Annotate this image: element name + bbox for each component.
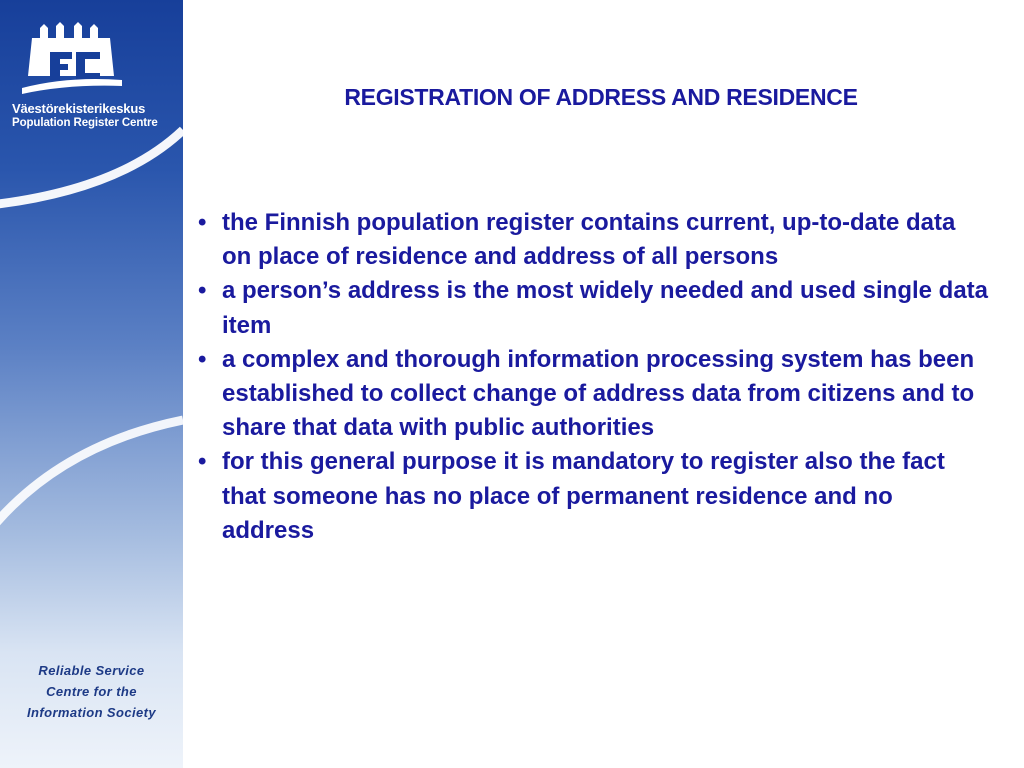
tagline-line-1: Reliable Service [38, 663, 145, 678]
tagline-line-2: Centre for the [46, 684, 137, 699]
organization-name [12, 101, 182, 131]
org-name-finnish: Väestörekisterikeskus [12, 101, 146, 116]
bullet-item [198, 274, 988, 342]
sidebar [0, 0, 183, 768]
bullet-text: for this general purpose it is mandatory to register also the fact that someone has no place of permanent residence and no address [222, 448, 945, 544]
slide-title: REGISTRATION OF ADDRESS AND RESIDENCE [344, 84, 858, 110]
bullet-item [198, 343, 988, 446]
tagline [0, 660, 183, 723]
bullet-text: the Finnish population register contains current, up-to-date data on place of residence and address of all persons [222, 209, 956, 271]
bullet-text: a complex and thorough information processing system has been established to collect change of address data from citizens and to share that data with public authorities [222, 345, 975, 442]
bullet-text: a person’s address is the most widely needed and used single data item [222, 277, 989, 339]
bullet-marker: • [198, 448, 207, 476]
population-register-logo [18, 14, 128, 106]
tagline-line-3: Information Society [27, 705, 156, 720]
bullet-list [198, 206, 988, 548]
bullet-marker: • [198, 209, 207, 236]
bullet-item [198, 445, 988, 548]
bullet-marker: • [198, 277, 207, 305]
bullet-marker: • [198, 345, 207, 373]
bullet-item [198, 206, 988, 274]
org-name-english: Population Register Centre [12, 117, 158, 129]
